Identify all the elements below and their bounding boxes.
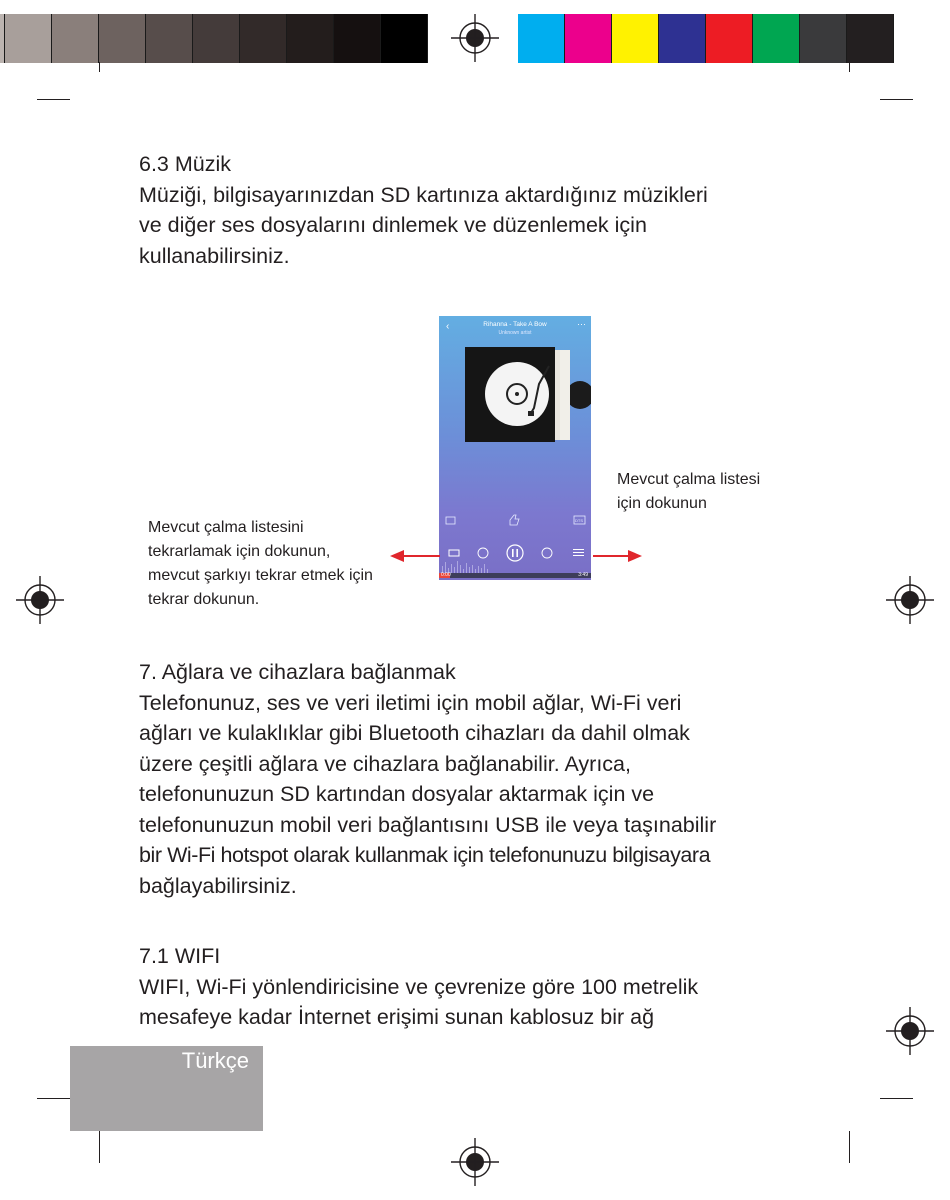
- color-swatch: [146, 14, 193, 63]
- registration-mark-icon: [451, 14, 499, 62]
- crop-mark: [880, 99, 913, 100]
- grayscale-calibration-bar: [0, 14, 428, 63]
- artist-name: Unknown artist: [498, 330, 532, 336]
- language-label: Türkçe: [181, 1048, 249, 1073]
- color-swatch: [99, 14, 146, 63]
- color-swatch: [52, 14, 99, 63]
- callout-arrows: [388, 545, 644, 567]
- paragraph-line: bağlayabilirsiniz.: [139, 873, 297, 898]
- svg-text:DTS: DTS: [575, 518, 583, 523]
- crop-mark: [849, 1131, 850, 1163]
- song-title: Rihanna - Take A Bow: [483, 321, 547, 328]
- networks-section: [139, 657, 819, 901]
- paragraph-line: üzere çeşitli ağlara ve cihazlara bağlanabilir. Ayrıca,: [139, 751, 631, 776]
- callout-line: Mevcut çalma listesini: [148, 519, 304, 536]
- music-section: [139, 149, 819, 271]
- paragraph-line: WIFI, Wi-Fi yönlendiricisine ve çevrenize göre 100 metrelik: [139, 974, 699, 999]
- progress-bar[interactable]: [439, 573, 591, 578]
- crop-mark: [99, 1131, 100, 1163]
- section-heading: 7. Ağlara ve cihazlara bağlanmak: [139, 660, 456, 684]
- paragraph-line: Telefonunuz, ses ve veri iletimi için mobil ağlar, Wi-Fi veri: [139, 690, 682, 715]
- back-arrow-icon: ‹: [446, 321, 450, 332]
- paragraph-line: bir Wi-Fi hotspot olarak kullanmak için telefonunuzu bilgisayara: [139, 843, 711, 867]
- paragraph-line: Müziği, bilgisayarınızdan SD kartınıza aktardığınız müzikleri: [139, 182, 708, 207]
- callout-line: tekrarlamak için dokunun,: [148, 543, 331, 560]
- color-swatch: [847, 14, 894, 63]
- color-swatch: [565, 14, 612, 63]
- callout-line: tekrar dokunun.: [148, 591, 260, 608]
- callout-line: Mevcut çalma listesi: [617, 471, 761, 488]
- color-swatch: [753, 14, 800, 63]
- music-player-screenshot: [439, 316, 591, 580]
- paragraph-line: telefonunuzun SD kartından dosyalar aktarmak için ve: [139, 782, 655, 806]
- color-swatch: [612, 14, 659, 63]
- paragraph-line: ve diğer ses dosyalarını dinlemek ve düzenlemek için: [139, 213, 647, 237]
- color-swatch: [518, 14, 565, 63]
- color-swatch: [706, 14, 753, 63]
- time-elapsed: 0:00: [441, 572, 451, 578]
- section-heading: 7.1 WIFI: [139, 944, 221, 968]
- download-icon[interactable]: [446, 517, 455, 524]
- color-swatch: [193, 14, 240, 63]
- crop-mark: [37, 99, 70, 100]
- dts-icon[interactable]: [574, 516, 585, 524]
- album-art: [439, 316, 591, 580]
- paragraph-line: ağları ve kulaklıklar gibi Bluetooth cihazları da dahil olmak: [139, 721, 690, 745]
- crop-mark: [37, 1098, 70, 1099]
- color-swatch: [800, 14, 847, 63]
- crop-mark: [99, 62, 100, 72]
- thumbs-up-icon[interactable]: [510, 515, 519, 525]
- registration-mark-icon: [886, 576, 934, 624]
- color-swatch: [334, 14, 381, 63]
- playlist-callout: [617, 468, 760, 516]
- callout-line: mevcut şarkıyı tekrar etmek için: [148, 567, 373, 584]
- color-swatch: [659, 14, 706, 63]
- time-total: 3:49: [578, 572, 588, 578]
- more-icon: ···: [577, 319, 586, 329]
- crop-mark: [849, 62, 850, 72]
- color-swatch: [240, 14, 287, 63]
- paragraph-line: telefonunuzun mobil veri bağlantısını USB ile veya taşınabilir: [139, 812, 717, 837]
- section-heading: 6.3 Müzik: [139, 152, 232, 176]
- wifi-section: [139, 941, 819, 1033]
- color-swatch: [5, 14, 52, 63]
- callout-line: için dokunun: [617, 495, 707, 512]
- paragraph-line: kullanabilirsiniz.: [139, 243, 290, 268]
- paragraph-line: mesafeye kadar İnternet erişimi sunan kablosuz bir ağ: [139, 1005, 655, 1029]
- right-arrow-icon: [593, 550, 642, 562]
- left-arrow-icon: [390, 550, 440, 562]
- repeat-callout: [148, 516, 373, 612]
- color-swatch: [287, 14, 334, 63]
- registration-mark-icon: [451, 1138, 499, 1186]
- color-swatch: [381, 14, 428, 63]
- color-calibration-bar: [518, 14, 894, 63]
- crop-mark: [880, 1098, 913, 1099]
- registration-mark-icon: [16, 576, 64, 624]
- language-tab: [70, 1046, 263, 1131]
- registration-mark-icon: [886, 1007, 934, 1055]
